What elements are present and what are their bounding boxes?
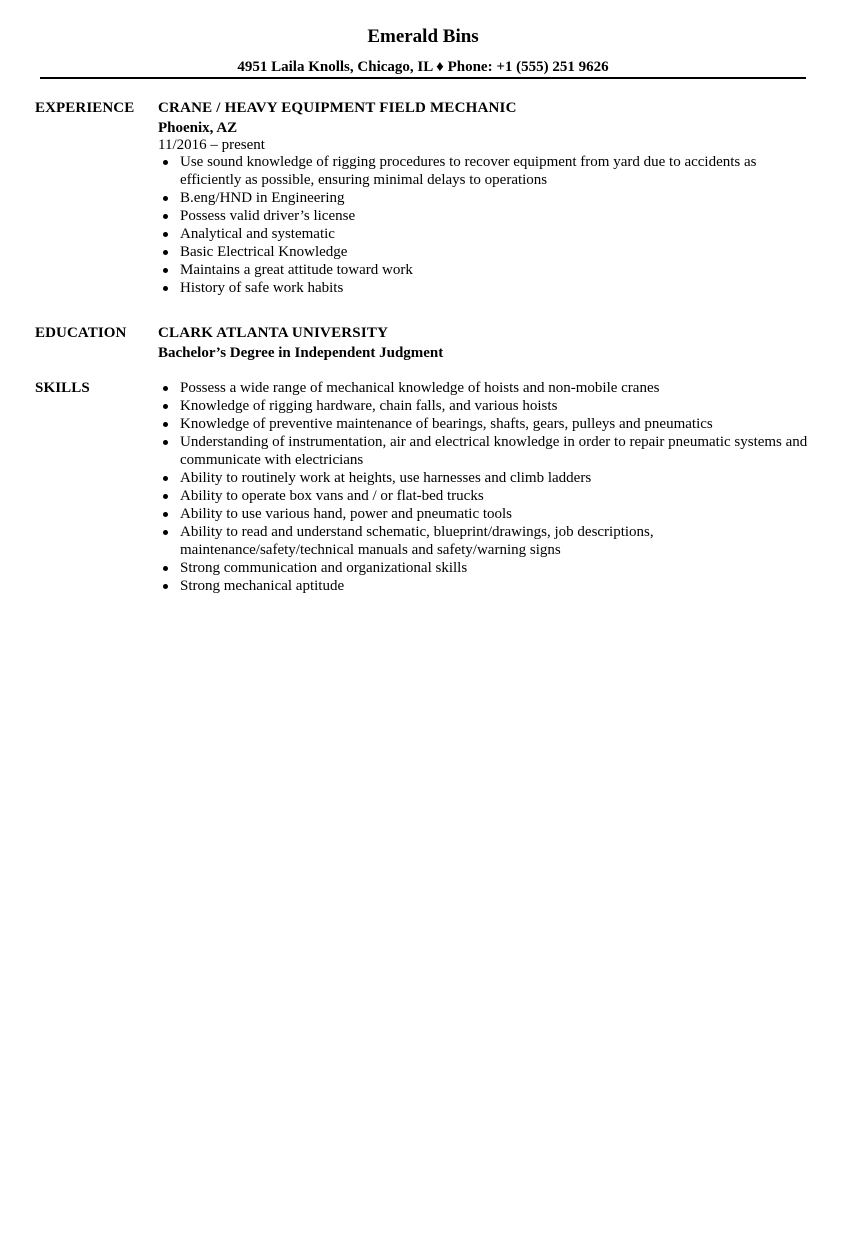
list-item: Basic Electrical Knowledge xyxy=(158,243,815,261)
header-divider xyxy=(40,77,806,79)
list-item: Ability to use various hand, power and pneumatic tools xyxy=(158,505,815,523)
education-body xyxy=(158,324,815,362)
experience-body xyxy=(158,99,815,297)
degree-name: Bachelor’s Degree in Independent Judgment xyxy=(158,345,444,361)
list-item: Use sound knowledge of rigging procedures to recover equipment from yard due to accidents as efficiently as possible, ensuring minimal delays to operations xyxy=(158,153,815,189)
list-item: Understanding of instrumentation, air and electrical knowledge in order to repair pneumatic systems and communicate with electricians xyxy=(158,433,815,469)
skills-bullet-list xyxy=(158,379,815,595)
list-item: Possess a wide range of mechanical knowledge of hoists and non-mobile cranes xyxy=(158,379,815,397)
list-item: B.eng/HND in Engineering xyxy=(158,189,815,207)
list-item: Analytical and systematic xyxy=(158,225,815,243)
list-item: Ability to operate box vans and / or flat-bed trucks xyxy=(158,487,815,505)
list-item: Possess valid driver’s license xyxy=(158,207,815,225)
list-item: Ability to read and understand schematic, blueprint/drawings, job descriptions, maintenance/safety/technical manuals and safety/warning signs xyxy=(158,523,815,559)
job-title: CRANE / HEAVY EQUIPMENT FIELD MECHANIC xyxy=(158,100,517,116)
experience-bullet-list xyxy=(158,153,815,297)
list-item: Maintains a great attitude toward work xyxy=(158,261,815,279)
job-dates: 11/2016 – present xyxy=(158,137,265,153)
list-item: Knowledge of rigging hardware, chain falls, and various hoists xyxy=(158,397,815,415)
job-location: Phoenix, AZ xyxy=(158,120,238,136)
skills-body xyxy=(158,379,815,595)
list-item: History of safe work habits xyxy=(158,279,815,297)
contact-line: 4951 Laila Knolls, Chicago, IL ♦ Phone: +1 (555) 251 9626 xyxy=(237,59,609,75)
experience-heading: EXPERIENCE xyxy=(35,100,135,116)
education-heading: EDUCATION xyxy=(35,325,127,341)
list-item: Knowledge of preventive maintenance of bearings, shafts, gears, pulleys and pneumatics xyxy=(158,415,815,433)
list-item: Ability to routinely work at heights, use harnesses and climb ladders xyxy=(158,469,815,487)
skills-heading: SKILLS xyxy=(35,380,90,396)
list-item: Strong mechanical aptitude xyxy=(158,577,815,595)
school-name: CLARK ATLANTA UNIVERSITY xyxy=(158,325,389,341)
candidate-name: Emerald Bins xyxy=(367,26,479,47)
list-item: Strong communication and organizational skills xyxy=(158,559,815,577)
